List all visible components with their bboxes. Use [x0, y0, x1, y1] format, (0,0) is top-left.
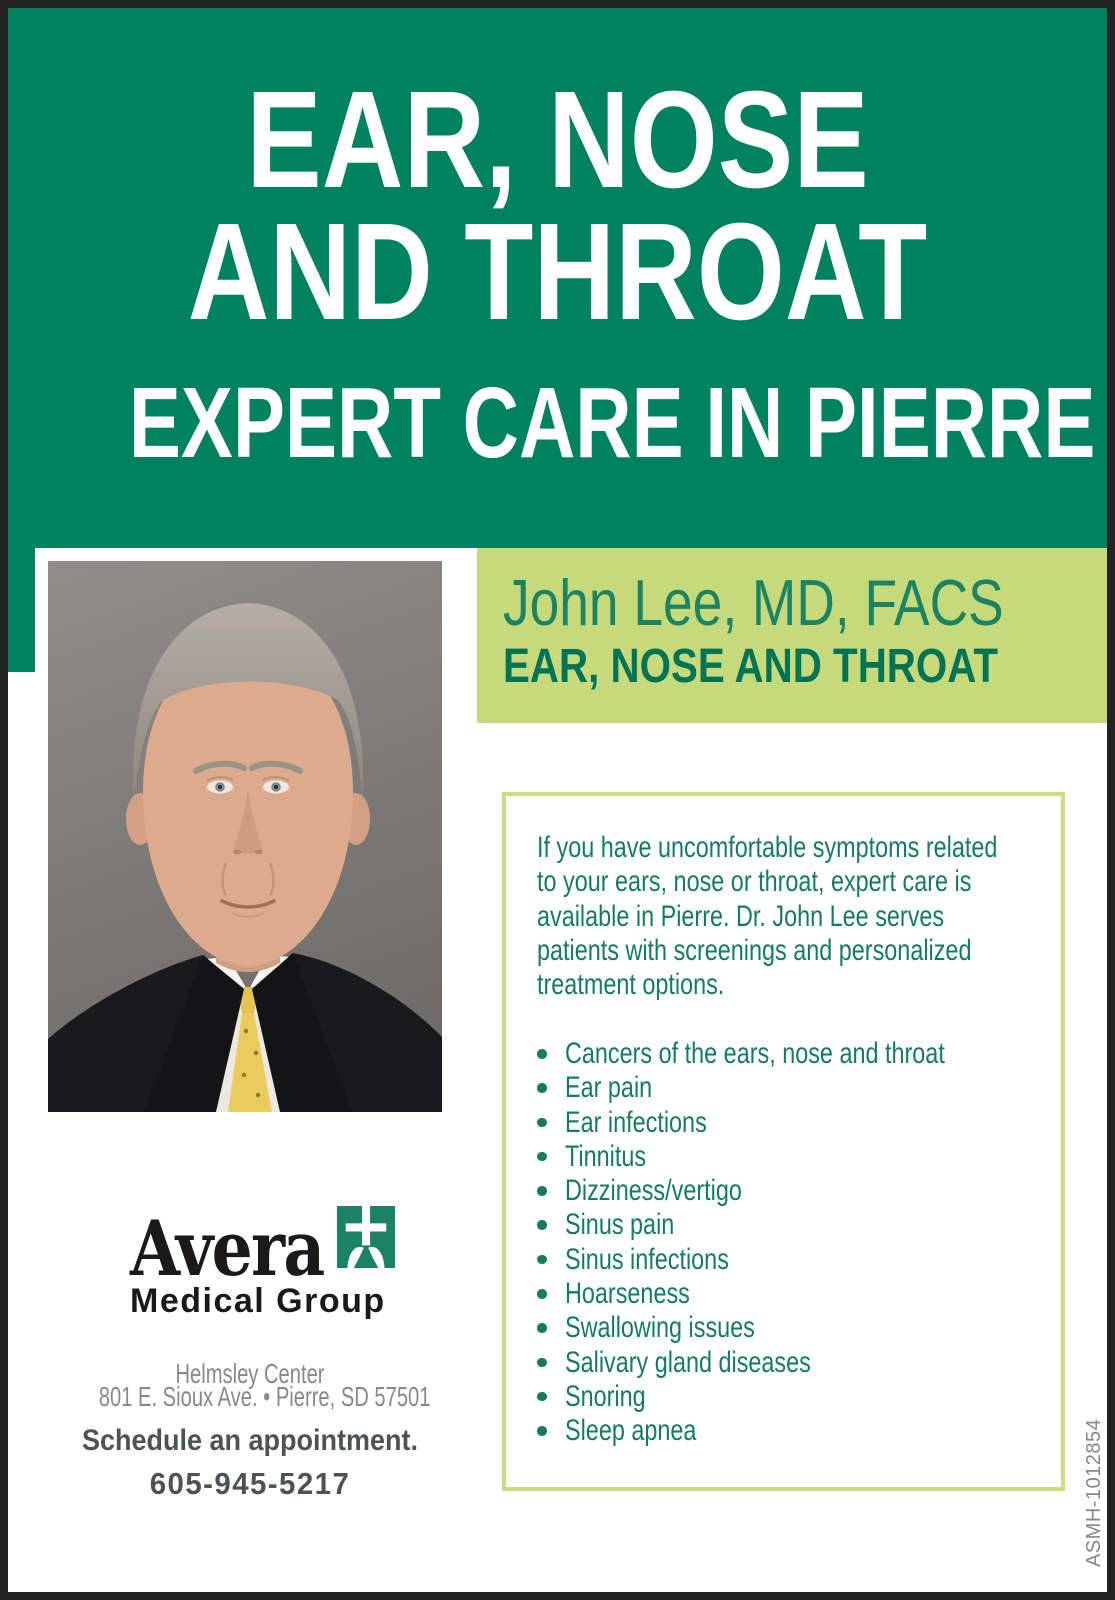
paragraph-line: patients with screenings and personalized — [537, 933, 972, 967]
paragraph-line: If you have uncomfortable symptoms related — [537, 831, 998, 864]
list-item: Cancers of the ears, nose and throat — [537, 1037, 1052, 1071]
doctor-portrait-illustration — [48, 561, 442, 1112]
publication-code: ASMH-1012854 — [1083, 1418, 1105, 1567]
schedule-cta: Schedule an appointment. — [81, 1424, 419, 1457]
list-item: Dizziness/vertigo — [537, 1174, 1052, 1208]
location-address: 801 E. Sioux Ave. • Pierre, SD 57501 — [98, 1381, 431, 1412]
hero-subtitle: EXPERT CARE IN PIERRE — [128, 367, 1096, 479]
list-item: Ear pain — [537, 1071, 1052, 1105]
location-name: Helmsley Center — [175, 1358, 325, 1389]
intro-paragraph — [537, 831, 1115, 1002]
avera-cross-icon — [337, 1206, 395, 1268]
list-item: Sinus infections — [537, 1243, 1052, 1277]
phone-number: 605-945-5217 — [149, 1466, 351, 1501]
doctor-name: John Lee, MD, FACS — [503, 566, 1004, 639]
avera-division: Medical Group — [130, 1282, 386, 1320]
hero-banner — [8, 8, 1107, 548]
doctor-photo — [35, 548, 455, 1125]
doctor-specialty: EAR, NOSE AND THROAT — [503, 640, 999, 693]
list-item: Salivary gland diseases — [537, 1346, 1052, 1380]
list-item: Ear infections — [537, 1106, 1052, 1140]
list-item: Hoarseness — [537, 1277, 1052, 1311]
green-accent-strip — [8, 548, 36, 672]
doctor-banner — [477, 548, 1107, 723]
list-item: Sleep apnea — [537, 1414, 1052, 1448]
hero-title-line2: AND THROAT — [187, 195, 928, 349]
hero-title-line1: EAR, NOSE — [246, 63, 869, 217]
list-item: Swallowing issues — [537, 1311, 1052, 1345]
list-item: Tinnitus — [537, 1140, 1052, 1174]
paragraph-line: available in Pierre. Dr. John Lee serves — [537, 899, 945, 933]
list-item: Sinus pain — [537, 1208, 1052, 1242]
symptom-list — [537, 1037, 1052, 1449]
paragraph-line: treatment options. — [537, 968, 725, 1002]
list-item: Snoring — [537, 1380, 1052, 1414]
paragraph-line: to your ears, nose or throat, expert care is — [537, 865, 972, 899]
avera-wordmark: Avera — [130, 1204, 324, 1293]
